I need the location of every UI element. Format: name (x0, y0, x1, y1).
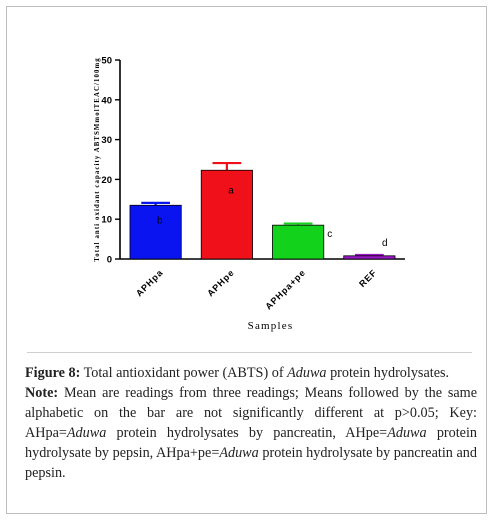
figure-frame (6, 6, 487, 514)
key-text-1: protein hydrolysates by pancreatin, AHpe= (106, 425, 388, 441)
x-tick-label: APHpe (205, 267, 237, 299)
significance-letter: b (156, 215, 163, 227)
y-tick-label: 0 (106, 254, 112, 266)
y-tick-label: 10 (101, 214, 112, 226)
y-tick-label: 30 (101, 135, 112, 147)
y-tick-label: 40 (101, 95, 112, 107)
bar-chart-svg (7, 7, 488, 352)
figure-note (25, 383, 477, 483)
figure-label: Figure 8: (25, 365, 81, 381)
figure-text-1: Total antioxidant power (ABTS) of (80, 365, 288, 381)
bar (272, 225, 323, 259)
significance-letter: a (228, 185, 234, 197)
figure-caption (25, 363, 477, 483)
y-tick-label: 50 (101, 55, 112, 67)
significance-letter: c (327, 229, 333, 241)
key-italic-2: Aduwa (387, 425, 427, 441)
bar-chart (7, 7, 488, 352)
key-italic-3: Aduwa (219, 445, 259, 461)
x-tick-label: APHpa+pe (263, 267, 308, 312)
note-text: Mean are readings from three readings; Means followed by the same alphabetic on the bar are not significantly different at p>0.05; Key: AHpa= (25, 385, 477, 441)
bar (130, 205, 181, 259)
x-tick-label: APHpa (133, 267, 166, 299)
note-label: Note: (25, 385, 59, 401)
significance-letter: d (381, 237, 388, 249)
figure-italic: Aduwa (287, 365, 327, 381)
y-tick-label: 20 (101, 174, 112, 186)
x-tick-label: REF (357, 267, 379, 290)
key-italic-1: Aduwa (66, 425, 107, 441)
bar (201, 170, 252, 259)
caption-divider (27, 352, 472, 353)
bar (344, 256, 395, 259)
key-text-2: protein hydrolysate by pepsin, AHpa+pe= (25, 425, 478, 461)
figure-title (25, 363, 477, 383)
x-axis-title: Samples (247, 320, 294, 332)
key-text-3: protein hydrolysate by pancreatin and pepsin. (25, 445, 477, 481)
figure-text-2: protein hydrolysates. (326, 365, 450, 381)
y-axis-title: Total anti oxidant capacity ABTSMmolTEAC/100mg (94, 57, 101, 262)
